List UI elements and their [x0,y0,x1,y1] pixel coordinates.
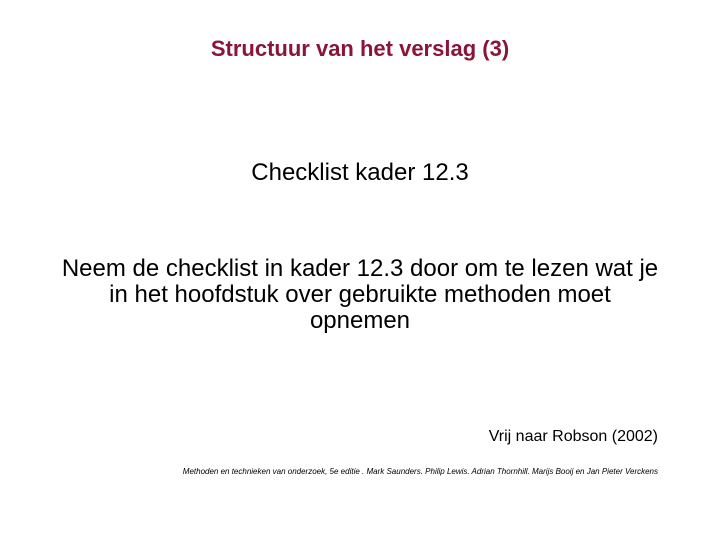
slide-title: Structuur van het verslag (3) [210,36,510,61]
footer-reference: Methoden en technieken van onderzoek, 5e editie . Mark Saunders. Philip Lewis. Adrian Thornhill. Marijs Booij en Jan Pieter Verckens [182,467,658,476]
slide-body-text: Neem de checklist in kader 12.3 door om te lezen wat je in het hoofdstuk over gebruikte methoden moet opnemen [61,255,659,334]
source-citation: Vrij naar Robson (2002) [488,428,658,445]
slide-subtitle: Checklist kader 12.3 [251,159,469,186]
